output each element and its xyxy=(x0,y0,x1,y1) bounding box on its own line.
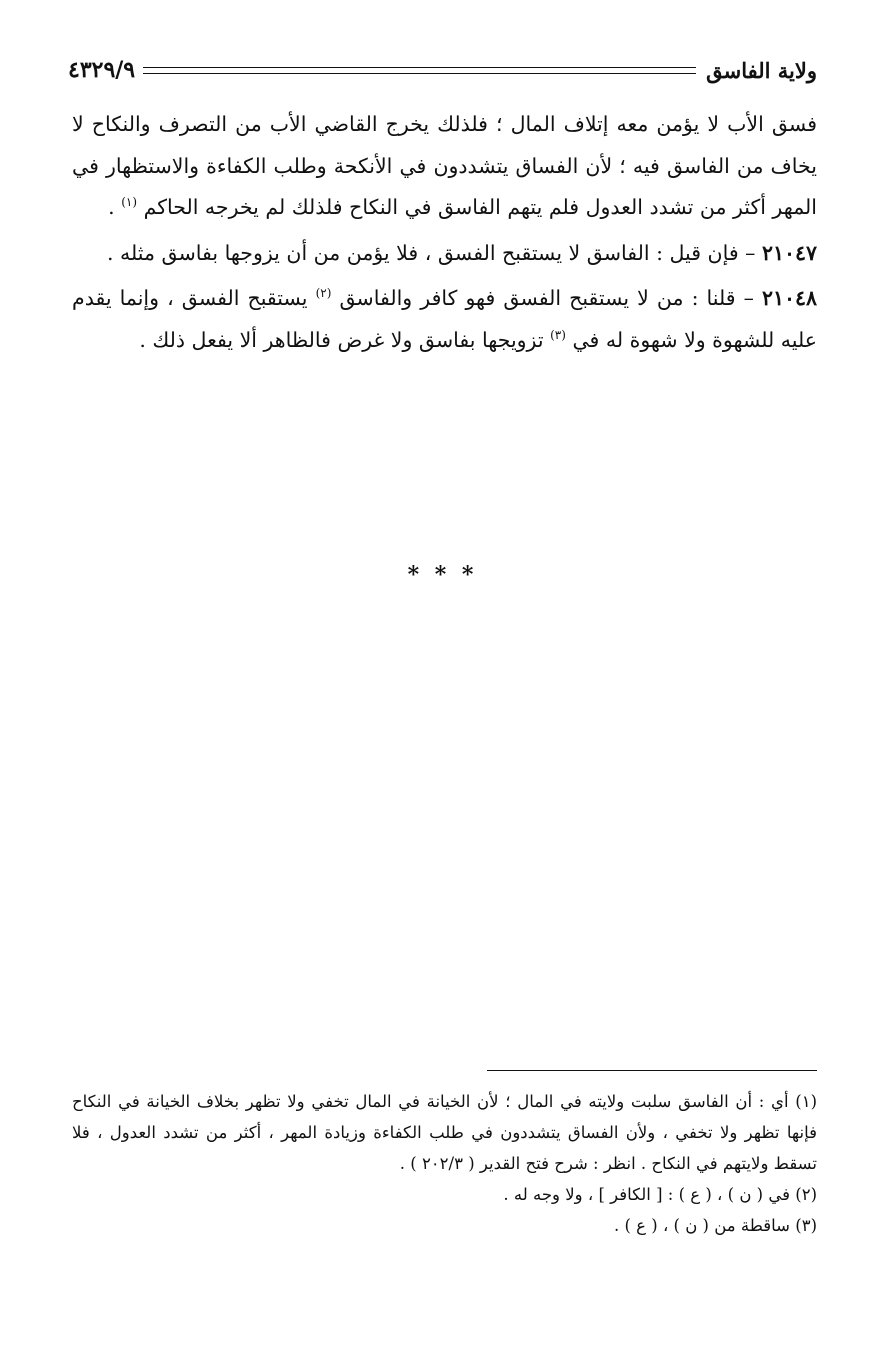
footnote-ref-3: (٣) xyxy=(550,327,566,342)
section-separator: * * * xyxy=(407,562,478,588)
footnote-ref-2: (٢) xyxy=(315,286,332,301)
page-number: ٤٣٢٩/٩ xyxy=(68,57,136,83)
footnote-rule xyxy=(487,1070,817,1071)
issue-number-21047: ٢١٠٤٧ xyxy=(761,240,817,265)
paragraph-1 xyxy=(72,104,817,229)
footnote-ref-1: (١) xyxy=(121,195,138,210)
running-header xyxy=(68,52,817,88)
header-double-rule xyxy=(143,67,696,74)
paragraph-21048-text-a: – قلنا : من لا يستقبح الفسق فهو كافر والفاسق xyxy=(331,286,762,310)
footnote-3: (٣) ساقطة من ( ن ) ، ( ع ) . xyxy=(614,1216,817,1235)
paragraph-21048-text-c: تزويجها بفاسق ولا غرض فالظاهر ألا يفعل ذلك . xyxy=(139,327,551,352)
footnote-2: (٢) في ( ن ) ، ( ع ) : [ الكافر ] ، ولا وجه له . xyxy=(503,1185,817,1204)
paragraph-21047 xyxy=(72,233,817,275)
paragraph-21048-text-b: يستقبح الفسق ، وإنما يقدم عليه للشهوة ولا شهوة له في xyxy=(72,286,817,352)
issue-number-21048: ٢١٠٤٨ xyxy=(761,286,818,310)
paragraph-21048 xyxy=(72,278,817,361)
paragraph-1-text: فسق الأب لا يؤمن معه إتلاف المال ؛ فلذلك يخرج القاضي الأب من التصرف والنكاح لا يخاف من الفاسق فيه ؛ لأن الفساق يتشددون في الأنكحة وطلب الكفاءة والاستظهار في المهر أكثر من تشدد العدول فلم يتهم الفاسق في النكاح فلذلك لم يخرجه الحاكم xyxy=(72,112,817,219)
chapter-title: ولاية الفاسق xyxy=(706,57,817,83)
footnote-1: (١) أي : أن الفاسق سلبت ولايته في المال ؛ لأن الخيانة في المال تخفي ولا تظهر بخلاف الخيانة في النكاح فإنها تظهر ولا تخفي ، ولأن الفساق يتشددون في طلب الكفاءة وزيادة المهر ، أكثر من تشدد العدول ، فلا تسقط ولايتهم في النكاح . انظر : شرح فتح القدير ( ٢٠٢/٣ ) . xyxy=(72,1092,817,1173)
paragraph-1-end: . xyxy=(108,195,122,219)
paragraph-21047-text: – فإن قيل : الفاسق لا يستقبح الفسق ، فلا يؤمن من أن يزوجها بفاسق مثله . xyxy=(106,240,762,265)
footnotes xyxy=(72,1086,817,1241)
main-text xyxy=(72,104,817,365)
